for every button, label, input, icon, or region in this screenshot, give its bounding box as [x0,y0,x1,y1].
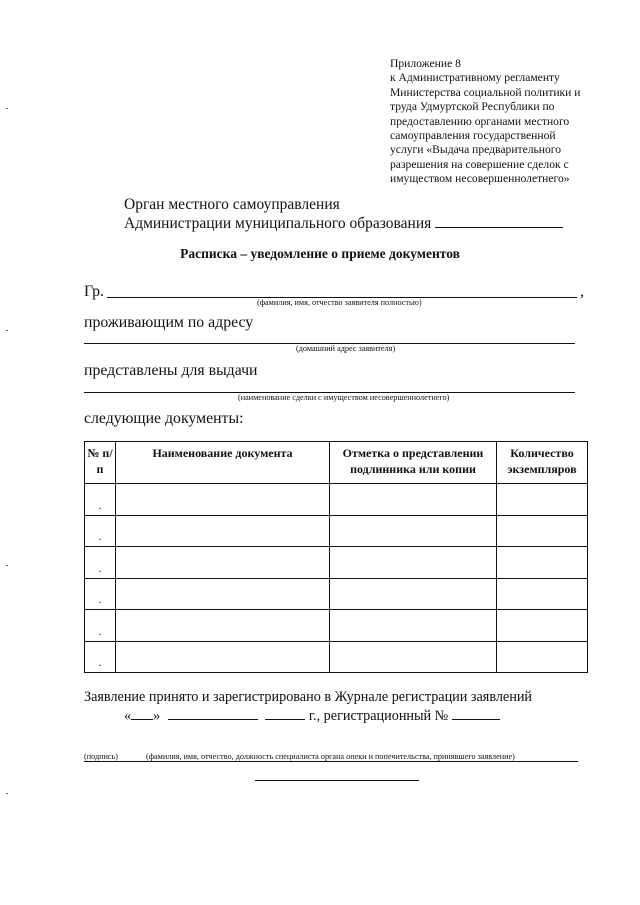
header-num: № п/п [85,442,116,484]
appendix-line: Министерства социальной политики и [390,85,581,99]
document-title: Расписка – уведомление о приеме документов [180,246,460,261]
appendix-line: разрешения на совершение сделок с [390,157,569,171]
doc-name-cell[interactable] [116,641,330,673]
appendix-line: к Административному регламенту [390,71,560,85]
table-row [85,547,588,579]
scan-mark [6,565,8,566]
original-mark-cell[interactable] [330,484,497,516]
appendix-line: труда Удмуртской Республики по [390,100,555,114]
organ-line-2-text: Администрации муниципального образования [124,215,432,232]
table-row [85,515,588,547]
count-cell[interactable] [497,547,588,579]
appendix-line: Приложение 8 [390,57,461,70]
transaction-hint: (наименование сделки с имуществом несовершеннолетнего) [238,393,450,402]
specialist-hint: (фамилия, имя, отчество, должность специалиста органа опеки и попечительства, принявшего заявление) [146,752,515,761]
row-number: . [85,547,116,579]
address-hint: (домашний адрес заявителя) [296,344,396,353]
date-open-quote: « [124,708,132,724]
docs-label: следующие документы: [84,410,244,427]
organ-line-2 [124,215,563,233]
header-count: Количество экземпляров [497,442,588,484]
original-mark-cell[interactable] [330,547,497,579]
scan-mark [6,330,8,331]
doc-name-cell[interactable] [116,484,330,516]
appendix-line: имуществом несовершеннолетнего» [390,172,570,186]
original-mark-cell[interactable] [330,641,497,673]
table-header-row [85,442,588,484]
count-cell[interactable] [497,484,588,516]
original-mark-cell[interactable] [330,515,497,547]
row-number: . [85,578,116,610]
header-doc-name: Наименование документа [116,442,330,484]
appendix-block [390,57,600,187]
header-original-mark: Отметка о представлении подлинника или копии [330,442,497,484]
extra-signature-line[interactable] [255,780,419,781]
citizen-label: Гр. [84,283,104,300]
appendix-line: услуги «Выдача предварительного [390,143,562,157]
citizen-hint: (фамилия, имя, отчество заявителя полностью) [257,298,422,307]
appendix-line: предоставлению органами местного [390,114,570,128]
original-mark-cell[interactable] [330,610,497,642]
scan-mark [6,793,8,794]
registration-text: Заявление принято и зарегистрировано в Журнале регистрации заявлений [84,689,532,705]
doc-name-cell[interactable] [116,610,330,642]
organ-line-1: Орган местного самоуправления [124,196,340,213]
address-label: проживающим по адресу [84,314,254,331]
year-field[interactable] [265,719,305,720]
month-field[interactable] [168,719,258,720]
count-cell[interactable] [497,641,588,673]
scan-mark [6,108,8,109]
table-row [85,641,588,673]
citizen-comma: , [580,283,584,300]
signature-line[interactable] [84,761,578,762]
count-cell[interactable] [497,578,588,610]
row-number: . [85,610,116,642]
documents-table [84,441,588,673]
doc-name-cell[interactable] [116,547,330,579]
row-number: . [85,484,116,516]
registration-number-field[interactable] [452,719,500,720]
date-close-quote: » [153,708,161,724]
table-row [85,578,588,610]
day-field[interactable] [131,719,153,720]
appendix-line: самоуправления государственной [390,129,556,143]
row-number: . [85,515,116,547]
doc-name-cell[interactable] [116,578,330,610]
count-cell[interactable] [497,610,588,642]
count-cell[interactable] [497,515,588,547]
municipality-field[interactable] [435,227,563,228]
table-row [85,610,588,642]
table-row [85,484,588,516]
year-suffix: г., регистрационный № [308,708,449,724]
issued-label: представлены для выдачи [84,362,258,379]
doc-name-cell[interactable] [116,515,330,547]
row-number: . [85,641,116,673]
original-mark-cell[interactable] [330,578,497,610]
registration-date-line [124,708,500,725]
signature-hint: (подпись) [84,752,118,761]
